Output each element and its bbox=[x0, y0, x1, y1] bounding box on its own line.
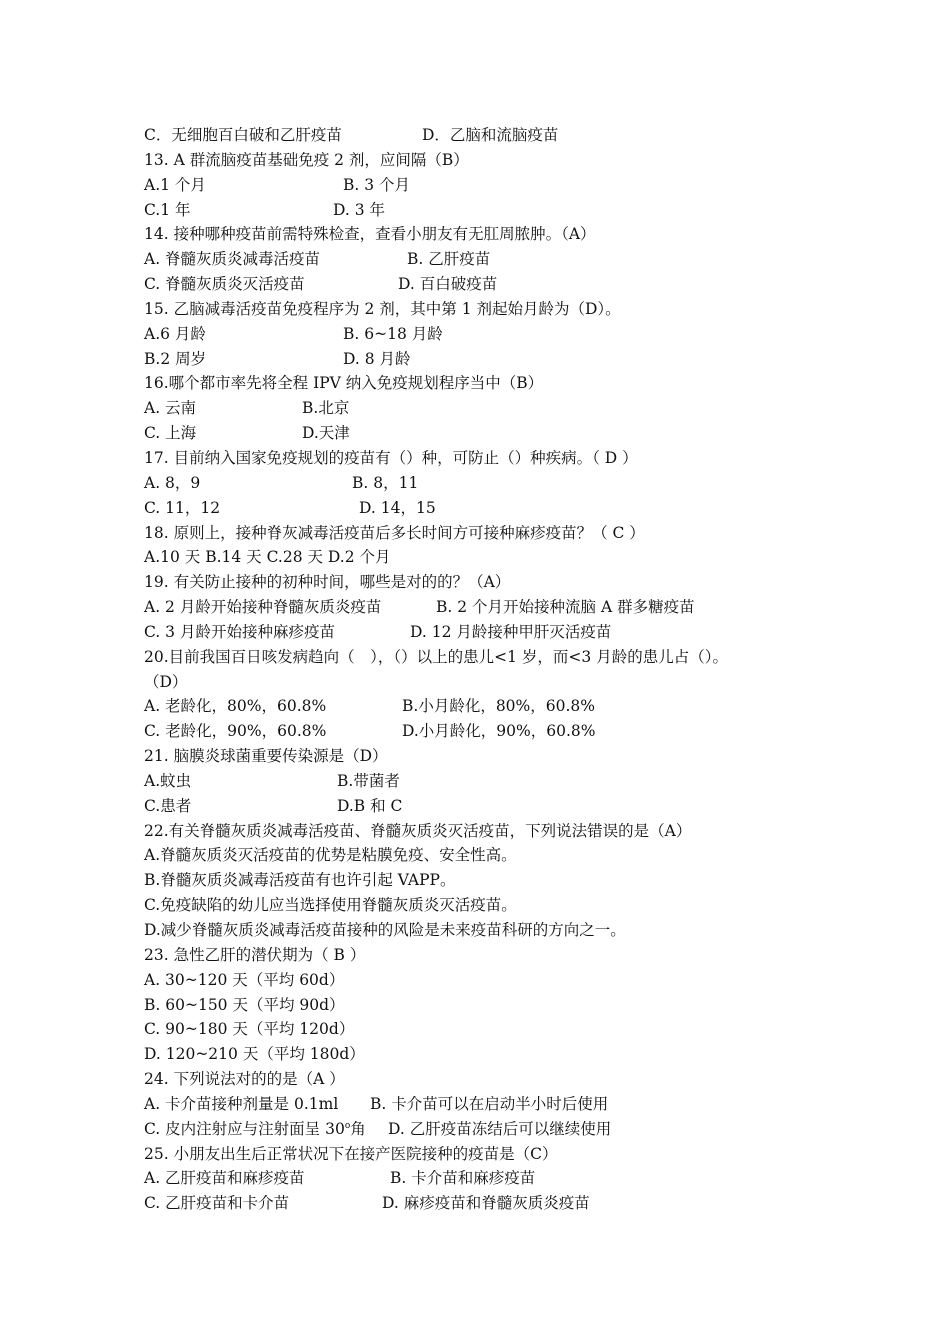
question-text: 20.目前我国百日咳发病趋向（ ），（）以上的患儿<1 岁，而<3 月龄的患儿占（）。 bbox=[144, 647, 728, 666]
option-right: B.带菌者 bbox=[337, 771, 400, 790]
question-text: 23. 急性乙肝的潜伏期为（ B ） bbox=[144, 945, 366, 964]
text-line bbox=[144, 1042, 834, 1067]
option-left: C. 11，12 bbox=[144, 498, 221, 517]
option-left: A. 乙肝疫苗和麻疹疫苗 bbox=[144, 1169, 305, 1188]
option-left: A. 脊髓灰质炎减毒活疫苗 bbox=[144, 250, 321, 269]
question-text: B.脊髓灰质炎减毒活疫苗有也许引起 VAPP。 bbox=[144, 871, 456, 890]
option-right: B. 6~18 月龄 bbox=[343, 324, 443, 343]
option-left: A. 老龄化，80%，60.8% bbox=[144, 697, 327, 716]
option-left: A. 2 月龄开始接种脊髓灰质炎疫苗 bbox=[144, 598, 382, 617]
text-line bbox=[144, 347, 834, 372]
option-right: B. 卡介苗可以在启动半小时后使用 bbox=[370, 1094, 609, 1113]
option-right: D. 乙肝疫苗冻结后可以继续使用 bbox=[388, 1119, 612, 1138]
text-line bbox=[144, 794, 834, 819]
question-text: 13. A 群流脑疫苗基础免疫 2 剂，应间隔（B） bbox=[144, 150, 469, 169]
text-line bbox=[144, 943, 834, 968]
question-text: 21. 脑膜炎球菌重要传染源是（D） bbox=[144, 747, 388, 766]
document-page bbox=[144, 123, 834, 1216]
text-line bbox=[144, 471, 834, 496]
text-line bbox=[144, 1067, 834, 1092]
option-left: A. 8，9 bbox=[144, 473, 201, 492]
text-line bbox=[144, 1117, 834, 1142]
question-text: A.10 天 B.14 天 C.28 天 D.2 个月 bbox=[144, 548, 391, 567]
option-right: B. 3 个月 bbox=[343, 175, 411, 194]
text-line bbox=[144, 272, 834, 297]
question-text: （D） bbox=[144, 672, 188, 691]
option-left: A.6 月龄 bbox=[144, 324, 206, 343]
text-line bbox=[144, 744, 834, 769]
question-text: 14. 接种哪种疫苗前需特殊检查，查看小朋友有无肛周脓肿。（A） bbox=[144, 225, 596, 244]
option-left: C. 脊髓灰质炎灭活疫苗 bbox=[144, 275, 305, 294]
text-line bbox=[144, 719, 834, 744]
option-right: B.北京 bbox=[302, 399, 350, 418]
option-right: B. 乙肝疫苗 bbox=[407, 250, 491, 269]
text-line bbox=[144, 694, 834, 719]
text-line bbox=[144, 1142, 834, 1167]
text-line bbox=[144, 173, 834, 198]
text-line bbox=[144, 247, 834, 272]
question-text: 18. 原则上，接种脊灰减毒活疫苗后多长时间方可接种麻疹疫苗？（ C ） bbox=[144, 523, 645, 542]
option-left: C.患者 bbox=[144, 796, 192, 815]
question-text: 17. 目前纳入国家免疫规划的疫苗有（）种，可防止（）种疾病。（ D ） bbox=[144, 448, 638, 467]
option-left: A. 云南 bbox=[144, 399, 197, 418]
text-line bbox=[144, 521, 834, 546]
option-left: C. 3 月龄开始接种麻疹疫苗 bbox=[144, 622, 335, 641]
text-line bbox=[144, 993, 834, 1018]
text-line bbox=[144, 1191, 834, 1216]
option-right: D. 麻疹疫苗和脊髓灰质炎疫苗 bbox=[382, 1194, 590, 1213]
option-left: A. 卡介苗接种剂量是 0.1ml bbox=[144, 1094, 339, 1113]
option-right: B. 卡介苗和麻疹疫苗 bbox=[390, 1169, 536, 1188]
question-text: D.减少脊髓灰质炎减毒活疫苗接种的风险是未来疫苗科研的方向之一。 bbox=[144, 921, 626, 939]
text-line bbox=[144, 670, 834, 695]
option-right: D. 3 年 bbox=[333, 200, 386, 219]
question-text: 16.哪个都市率先将全程 IPV 纳入免疫规划程序当中（B） bbox=[144, 374, 544, 393]
text-line bbox=[144, 371, 834, 396]
text-line bbox=[144, 570, 834, 595]
option-left: C.1 年 bbox=[144, 200, 191, 219]
text-line bbox=[144, 868, 834, 893]
text-line bbox=[144, 396, 834, 421]
option-right: D. 8 月龄 bbox=[343, 349, 411, 368]
question-text: A.脊髓灰质炎灭活疫苗的优势是粘膜免疫、安全性高。 bbox=[144, 846, 517, 865]
text-line bbox=[144, 645, 834, 670]
text-line bbox=[144, 421, 834, 446]
option-right: B. 2 个月开始接种流脑 A 群多糖疫苗 bbox=[436, 598, 695, 617]
text-line bbox=[144, 620, 834, 645]
text-line bbox=[144, 1017, 834, 1042]
question-text: B. 60~150 天（平均 90d） bbox=[144, 995, 345, 1014]
option-left: A.1 个月 bbox=[144, 175, 206, 194]
text-line bbox=[144, 918, 834, 943]
text-line bbox=[144, 595, 834, 620]
option-right: B.小月龄化，80%，60.8% bbox=[402, 697, 596, 716]
question-text: C.免疫缺陷的幼儿应当选择使用脊髓灰质炎灭活疫苗。 bbox=[144, 896, 517, 915]
text-line bbox=[144, 297, 834, 322]
question-text: A. 30~120 天（平均 60d） bbox=[144, 970, 345, 989]
option-left: B.2 周岁 bbox=[144, 349, 207, 368]
question-text: 19. 有关防止接种的初种时间，哪些是对的的？（A） bbox=[144, 573, 511, 592]
text-line bbox=[144, 968, 834, 993]
text-line bbox=[144, 893, 834, 918]
option-right: D. 14，15 bbox=[359, 498, 436, 517]
option-right: D. 百白破疫苗 bbox=[398, 275, 498, 294]
option-left: A.蚊虫 bbox=[144, 771, 192, 790]
text-line bbox=[144, 123, 834, 148]
text-line bbox=[144, 148, 834, 173]
text-line bbox=[144, 819, 834, 844]
text-line bbox=[144, 1092, 834, 1117]
question-text: 15. 乙脑减毒活疫苗免疫程序为 2 剂，其中第 1 剂起始月龄为（D）。 bbox=[144, 299, 621, 318]
text-line bbox=[144, 1166, 834, 1191]
option-left bbox=[144, 1117, 366, 1142]
question-text: 24. 下列说法对的的是（A ） bbox=[144, 1070, 345, 1089]
question-text: C. 90~180 天（平均 120d） bbox=[144, 1020, 355, 1039]
question-text: 25. 小朋友出生后正常状况下在接产医院接种的疫苗是（C） bbox=[144, 1144, 558, 1163]
option-right: D.B 和 C bbox=[337, 796, 403, 815]
text-line bbox=[144, 496, 834, 521]
degree-superscript: o bbox=[344, 1120, 351, 1131]
option-right: D．乙脑和流脑疫苗 bbox=[422, 126, 559, 144]
text-line bbox=[144, 222, 834, 247]
option-left: C. 乙肝疫苗和卡介苗 bbox=[144, 1194, 290, 1213]
option-left-suffix: 角 bbox=[350, 1119, 366, 1138]
text-line bbox=[144, 843, 834, 868]
option-right: B. 8，11 bbox=[352, 473, 419, 492]
text-line bbox=[144, 545, 834, 570]
option-left: C．无细胞百白破和乙肝疫苗 bbox=[144, 126, 342, 144]
option-left: C. 老龄化，90%，60.8% bbox=[144, 722, 327, 741]
text-line bbox=[144, 446, 834, 471]
question-text: D. 120~210 天（平均 180d） bbox=[144, 1045, 365, 1064]
option-right: D. 12 月龄接种甲肝灭活疫苗 bbox=[410, 622, 612, 641]
question-text: 22.有关脊髓灰质炎减毒活疫苗、脊髓灰质炎灭活疫苗，下列说法错误的是（A） bbox=[144, 821, 692, 840]
text-line bbox=[144, 198, 834, 223]
option-right: D.小月龄化，90%，60.8% bbox=[402, 722, 596, 741]
option-left-text: C. 皮内注射应与注射面呈 30 bbox=[144, 1119, 345, 1138]
text-line bbox=[144, 769, 834, 794]
option-right: D.天津 bbox=[302, 424, 350, 443]
option-left: C. 上海 bbox=[144, 424, 197, 443]
text-line bbox=[144, 322, 834, 347]
